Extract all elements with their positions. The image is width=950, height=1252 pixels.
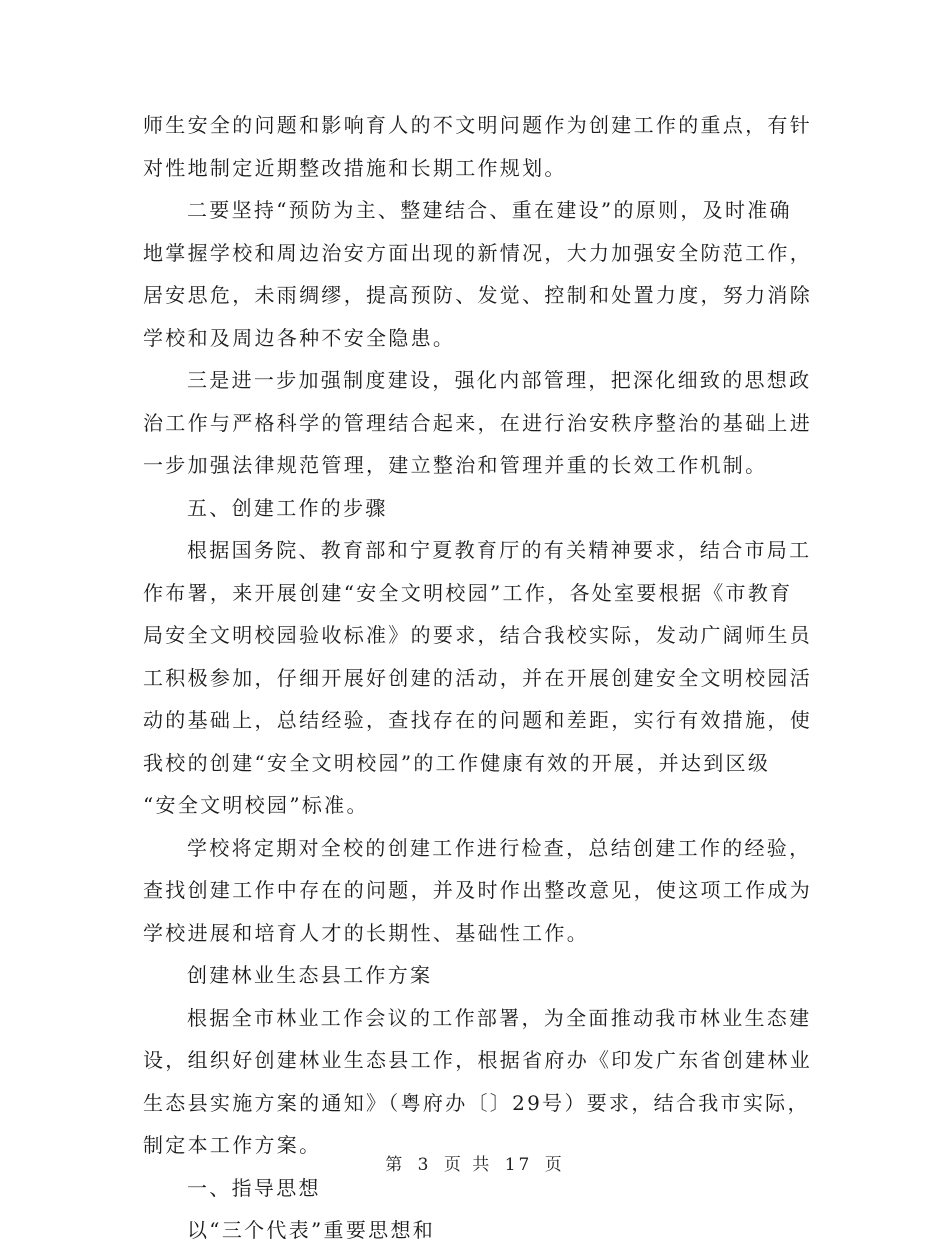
body-text <box>143 104 812 1252</box>
paragraph-line: 学校将定期对全校的创建工作进行检查，总结创建工作的经验， <box>187 835 812 860</box>
paragraph-line: 居安思危，未雨绸缪，提高预防、发觉、控制和处置力度，努力消除 <box>143 283 812 307</box>
paragraph-line: “安全文明校园”标准。 <box>143 793 369 817</box>
paragraph-line: 我校的创建“安全文明校园”的工作健康有效的开展，并达到区级 <box>143 750 771 775</box>
paragraph-line: 工积极参加，仔细开展好创建的活动，并在开展创建安全文明校园活 <box>143 665 812 690</box>
section-heading: 五、创建工作的步骤 <box>187 495 388 520</box>
paragraph-line: 根据国务院、教育部和宁夏教育厅的有关精神要求，结合市局工 <box>187 538 812 562</box>
footer-middle: 页 共 <box>443 1155 493 1175</box>
paragraph-line: 地掌握学校和周边治安方面出现的新情况，大力加强安全防范工作， <box>143 240 812 265</box>
paragraph-line: 一步加强法律规范管理，建立整治和管理并重的长效工作机制。 <box>143 453 768 477</box>
paragraph-line: 学校进展和培育人才的长期性、基础性工作。 <box>143 920 589 945</box>
paragraph-line: 治工作与严格科学的管理结合起来，在进行治安秩序整治的基础上进 <box>143 410 812 435</box>
paragraph-line: 对性地制定近期整改措施和长期工作规划。 <box>143 155 567 180</box>
paragraph-line: 作布署，来开展创建“安全文明校园”工作，各处室要根据《市教育 <box>143 580 793 605</box>
page-footer <box>0 1150 950 1175</box>
footer-suffix: 页 <box>544 1155 565 1175</box>
paragraph-line: 制定本工作方案。 <box>143 1133 322 1157</box>
footer-page-number: 3 <box>417 1155 432 1175</box>
document-title: 创建林业生态县工作方案 <box>187 963 433 987</box>
paragraph-line: 以“三个代表”重要思想和 <box>187 1218 436 1242</box>
paragraph-line: 局安全文明校园验收标准》的要求，结合我校实际，发动广阔师生员 <box>143 623 812 647</box>
paragraph-line: 动的基础上，总结经验，查找存在的问题和差距，实行有效措施，使 <box>143 708 812 732</box>
footer-prefix: 第 <box>385 1155 406 1175</box>
paragraph-line: 学校和及周边各种不安全隐患。 <box>143 325 456 350</box>
paragraph-line: 查找创建工作中存在的问题，并及时作出整改意见，使这项工作成为 <box>143 878 812 902</box>
section-heading: 一、指导思想 <box>187 1175 321 1200</box>
paragraph-line: 设，组织好创建林业生态县工作，根据省府办《印发广东省创建林业 <box>143 1048 812 1072</box>
paragraph-line: 根据全市林业工作会议的工作部署，为全面推动我市林业生态建 <box>187 1005 812 1030</box>
paragraph-line: 生态县实施方案的通知》（粤府办〔〕29号）要求，结合我市实际， <box>143 1090 810 1115</box>
footer-total-pages: 17 <box>504 1155 533 1175</box>
paragraph-line: 三是进一步加强制度建设，强化内部管理，把深化细致的思想政 <box>187 368 812 392</box>
paragraph-line: 二要坚持“预防为主、整建结合、重在建设”的原则，及时准确 <box>187 198 792 222</box>
paragraph-line: 师生安全的问题和影响育人的不文明问题作为创建工作的重点，有针 <box>143 113 812 137</box>
